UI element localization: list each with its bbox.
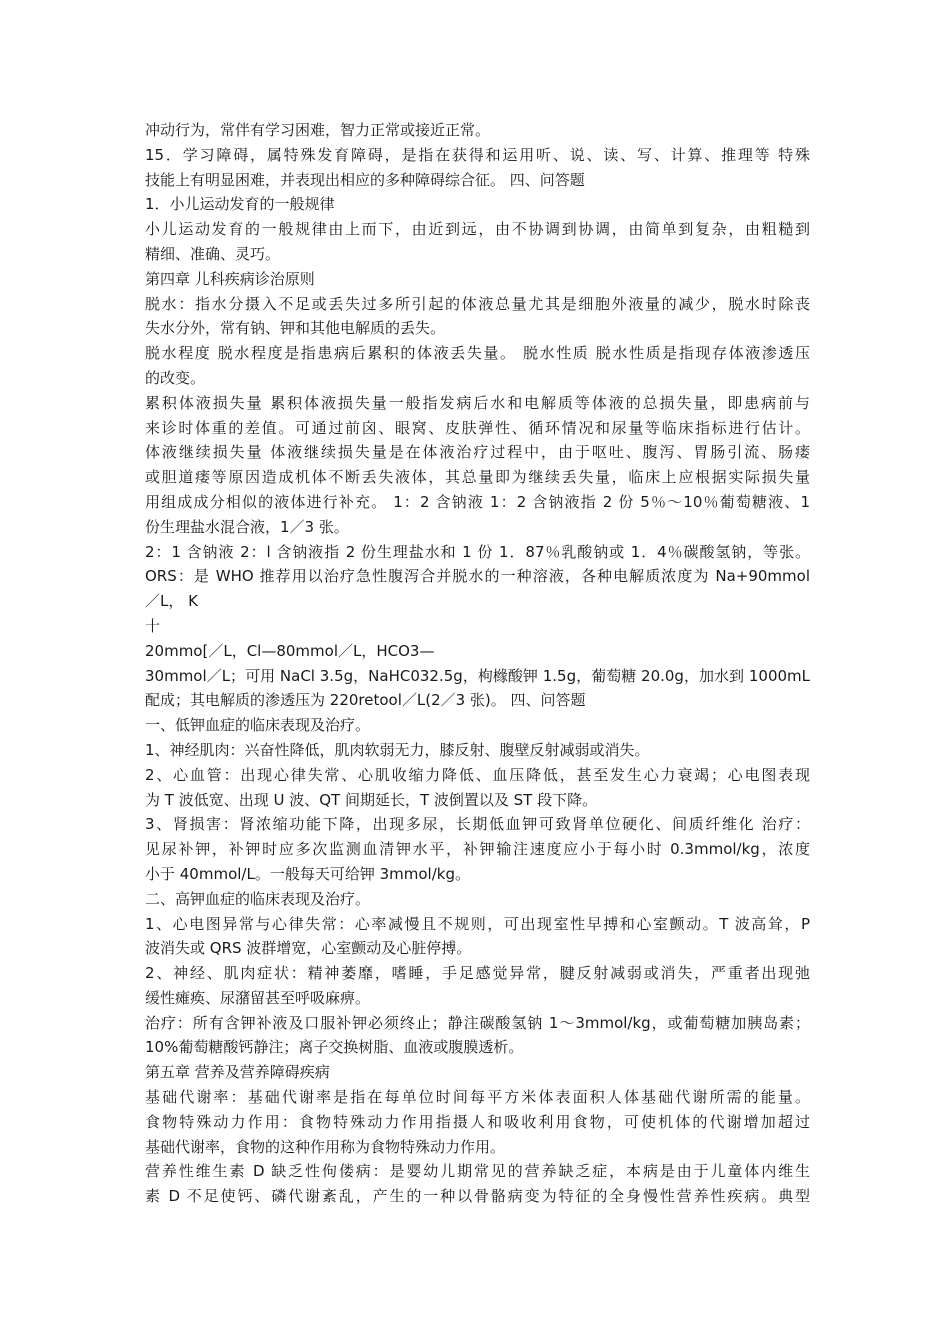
text-line: 来诊时体重的差值。可通过前囟、眼窝、皮肤弹性、循环情况和尿量等临床指标进行估计。 — [145, 418, 810, 437]
text-line: 的改变。 — [145, 368, 206, 387]
text-line: 脱水程度 脱水程度是指患病后累积的体液丢失量。 脱水性质 脱水性质是指现存体液渗透压 — [145, 344, 810, 363]
text-line: 技能上有明显困难，并表现出相应的多种障碍综合征。 四、问答题 — [145, 170, 585, 189]
text-line: 2：1 含钠液 2：l 含钠液指 2 份生理盐水和 1 份 1．87％乳酸钠或 1．4％碳酸氢钠，等张。 — [145, 542, 810, 561]
text-line: 2、神经、肌肉症状：精神萎靡，嗜睡，手足感觉异常，腱反射减弱或消失，严重者出现弛 — [145, 964, 810, 983]
text-line: 为 T 波低宽、出现 U 波、QT 间期延长，T 波倒置以及 ST 段下降。 — [145, 790, 598, 809]
text-line: 基础代谢率，食物的这种作用称为食物特殊动力作用。 — [145, 1137, 506, 1156]
text-line: 波消失或 QRS 波群增宽，心室颤动及心脏停搏。 — [145, 939, 472, 958]
text-line: 二、高钾血症的临床表现及治疗。 — [145, 889, 371, 908]
text-line: 体液继续损失量 体液继续损失量是在体液治疗过程中，由于呕吐、腹泻、胃肠引流、肠瘘 — [145, 443, 810, 462]
text-line: 2、心血管：出现心律失常、心肌收缩力降低、血压降低，甚至发生心力衰竭；心电图表现 — [145, 765, 810, 784]
text-line: 1、神经肌肉：兴奋性降低，肌肉软弱无力，膝反射、腹壁反射减弱或消失。 — [145, 740, 650, 759]
document-page — [145, 118, 810, 1209]
text-line: 精细、准确、灵巧。 — [145, 244, 281, 263]
text-line: ／L， K — [145, 592, 198, 611]
text-line: 失水分外，常有钠、钾和其他电解质的丢失。 — [145, 319, 446, 338]
text-line: 10%葡萄糖酸钙静注；离子交换树脂、血液或腹膜透析。 — [145, 1038, 524, 1057]
text-line: 1、心电图异常与心律失常：心率减慢且不规则，可出现室性早搏和心室颤动。T 波高耸，P — [145, 914, 810, 933]
text-line: 素 D 不足使钙、磷代谢紊乱，产生的一种以骨骼病变为特征的全身慢性营养性疾病。典型 — [145, 1187, 810, 1206]
text-line: ORS：是 WHO 推荐用以治疗急性腹泻合并脱水的一种溶液，各种电解质浓度为 Na+90mmol — [145, 567, 810, 586]
text-line: 用组成成分相似的液体进行补充。 1：2 含钠液 1：2 含钠液指 2 份 5％～10％葡萄糖液、1 — [145, 492, 810, 511]
text-line: 第四章 儿科疾病诊治原则 — [145, 269, 315, 288]
text-line: 配成；其电解质的渗透压为 220retool／L(2／3 张)。 四、问答题 — [145, 691, 586, 710]
text-line: 份生理盐水混合液，1／3 张。 — [145, 517, 349, 536]
text-line: 冲动行为，常伴有学习困难，智力正常或接近正常。 — [145, 121, 491, 139]
text-line: 小儿运动发育的一般规律由上而下，由近到远，由不协调到协调，由简单到复杂，由粗糙到 — [145, 220, 810, 239]
text-line: 治疗：所有含钾补液及口服补钾必须终止；静注碳酸氢钠 1～3mmol/kg，或葡萄糖加胰岛素； — [145, 1013, 810, 1032]
text-line: 3、肾损害：肾浓缩功能下降，出现多尿，长期低血钾可致肾单位硬化、间质纤维化 治疗： — [145, 815, 810, 834]
text-line: 见尿补钾，补钾时应多次监测血清钾水平，补钾输注速度应小于每小时 0.3mmol/kg，浓度 — [145, 840, 810, 859]
text-line: 食物特殊动力作用：食物特殊动力作用指摄人和吸收利用食物，可使机体的代谢增加超过 — [145, 1112, 810, 1131]
text-line: 小于 40mmol/L。一般每天可给钾 3mmol/kg。 — [145, 864, 470, 883]
text-line: 营养性维生素 D 缺乏性佝偻病：是婴幼儿期常见的营养缺乏症，本病是由于儿童体内维生 — [145, 1162, 810, 1181]
text-line: 30mmol／L；可用 NaCl 3.5g，NaHC032.5g，枸橼酸钾 1.5g，葡萄糖 20.0g，加水到 1000mL — [145, 666, 810, 685]
text-line: 15．学习障碍，属特殊发育障碍，是指在获得和运用听、说、读、写、计算、推理等 特殊 — [145, 145, 810, 164]
text-line: 第五章 营养及营养障碍疾病 — [145, 1063, 330, 1082]
text-line: 一、低钾血症的临床表现及治疗。 — [145, 716, 371, 735]
text-line: 脱水：指水分摄入不足或丢失过多所引起的体液总量尤其是细胞外液量的减少，脱水时除丧 — [145, 294, 810, 313]
text-line: 基础代谢率：基础代谢率是指在每单位时间每平方米体表面积人体基础代谢所需的能量。 — [145, 1088, 810, 1107]
text-line: 累积体液损失量 累积体液损失量一般指发病后水和电解质等体液的总损失量，即患病前与 — [145, 393, 810, 412]
text-line: 1．小儿运动发育的一般规律 — [145, 195, 335, 214]
text-line: 十 — [145, 616, 161, 635]
text-line: 缓性瘫痪、尿潴留甚至呼吸麻痹。 — [145, 988, 371, 1007]
text-line: 或胆道瘘等原因造成机体不断丢失液体，其总量即为继续丢失量，临床上应根据实际损失量 — [145, 468, 810, 487]
text-line: 20mmo[／L，Cl—80mmol／L，HCO3— — [145, 641, 435, 660]
